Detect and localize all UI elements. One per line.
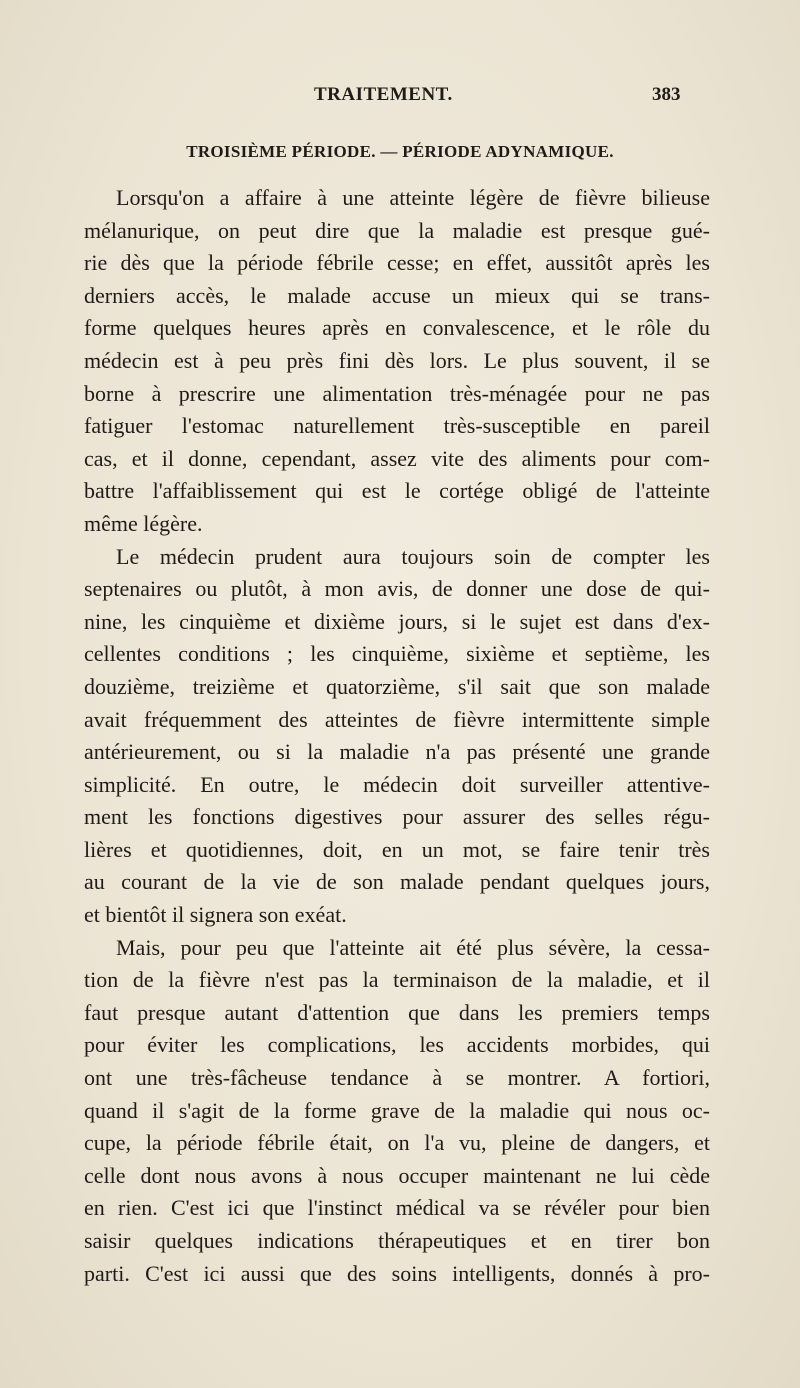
running-title: TRAITEMENT. bbox=[314, 84, 453, 105]
text-line: saisir quelques indications thérapeutiques et en tirer bon bbox=[84, 1228, 710, 1253]
text-line: lières et quotidiennes, doit, en un mot, se faire tenir très bbox=[84, 836, 710, 862]
body-text bbox=[84, 182, 710, 1290]
text-line: septenaires ou plutôt, à mon avis, de donner une dose de qui- bbox=[84, 576, 710, 602]
text-line: Mais, pour peu que l'atteinte ait été plus sévère, la cessa- bbox=[116, 934, 710, 960]
text-line: battre l'affaiblissement qui est le cortége obligé de l'atteinte bbox=[84, 478, 710, 504]
section-heading: TROISIÈME PÉRIODE. — PÉRIODE ADYNAMIQUE. bbox=[186, 142, 614, 161]
text-line: Lorsqu'on a affaire à une atteinte légère de fièvre bilieuse bbox=[116, 185, 710, 210]
text-line: derniers accès, le malade accuse un mieux qui se trans- bbox=[84, 282, 710, 308]
text-line: rie dès que la période fébrile cesse; en effet, aussitôt après les bbox=[84, 250, 710, 276]
text-line: cupe, la période fébrile était, on l'a vu, pleine de dangers, et bbox=[84, 1130, 710, 1156]
text-line: et bientôt il signera son exéat. bbox=[84, 902, 347, 928]
text-line: Le médecin prudent aura toujours soin de compter les bbox=[116, 543, 710, 569]
text-line: ment les fonctions digestives pour assurer des selles régu- bbox=[84, 804, 710, 830]
text-line: médecin est à peu près fini dès lors. Le plus souvent, il se bbox=[84, 347, 710, 373]
text-line: nine, les cinquième et dixième jours, si le sujet est dans d'ex- bbox=[84, 608, 710, 634]
text-line: au courant de la vie de son malade pendant quelques jours, bbox=[84, 869, 710, 895]
text-line: même légère. bbox=[84, 510, 203, 536]
running-head bbox=[0, 84, 800, 110]
text-line: cellentes conditions ; les cinquième, sixième et septième, les bbox=[84, 641, 710, 667]
text-line: douzième, treizième et quatorzième, s'il sait que son malade bbox=[84, 673, 710, 699]
text-line: fatiguer l'estomac naturellement très-susceptible en pareil bbox=[84, 413, 710, 439]
text-line: simplicité. En outre, le médecin doit surveiller attentive- bbox=[84, 771, 710, 797]
text-line: antérieurement, ou si la maladie n'a pas présenté une grande bbox=[84, 739, 710, 765]
text-line: quand il s'agit de la forme grave de la maladie qui nous oc- bbox=[84, 1097, 710, 1123]
text-line: cas, et il donne, cependant, assez vite des aliments pour com- bbox=[84, 445, 710, 471]
text-line: tion de la fièvre n'est pas la terminaison de la maladie, et il bbox=[84, 967, 710, 993]
text-line: forme quelques heures après en convalescence, et le rôle du bbox=[84, 315, 710, 341]
page-number: 383 bbox=[652, 84, 681, 105]
text-line: en rien. C'est ici que l'instinct médical va se révéler pour bien bbox=[84, 1195, 710, 1221]
text-line: faut presque autant d'attention que dans les premiers temps bbox=[84, 999, 710, 1025]
text-line: borne à prescrire une alimentation très-ménagée pour ne pas bbox=[84, 380, 710, 406]
text-line: parti. C'est ici aussi que des soins intelligents, donnés à pro- bbox=[84, 1260, 710, 1286]
text-line: ont une très-fâcheuse tendance à se montrer. A fortiori, bbox=[84, 1065, 710, 1091]
text-line: mélanurique, on peut dire que la maladie est presque gué- bbox=[84, 217, 710, 243]
text-line: avait fréquemment des atteintes de fièvre intermittente simple bbox=[84, 706, 710, 732]
text-line: pour éviter les complications, les accidents morbides, qui bbox=[84, 1032, 710, 1058]
text-line: celle dont nous avons à nous occuper maintenant ne lui cède bbox=[84, 1162, 710, 1188]
